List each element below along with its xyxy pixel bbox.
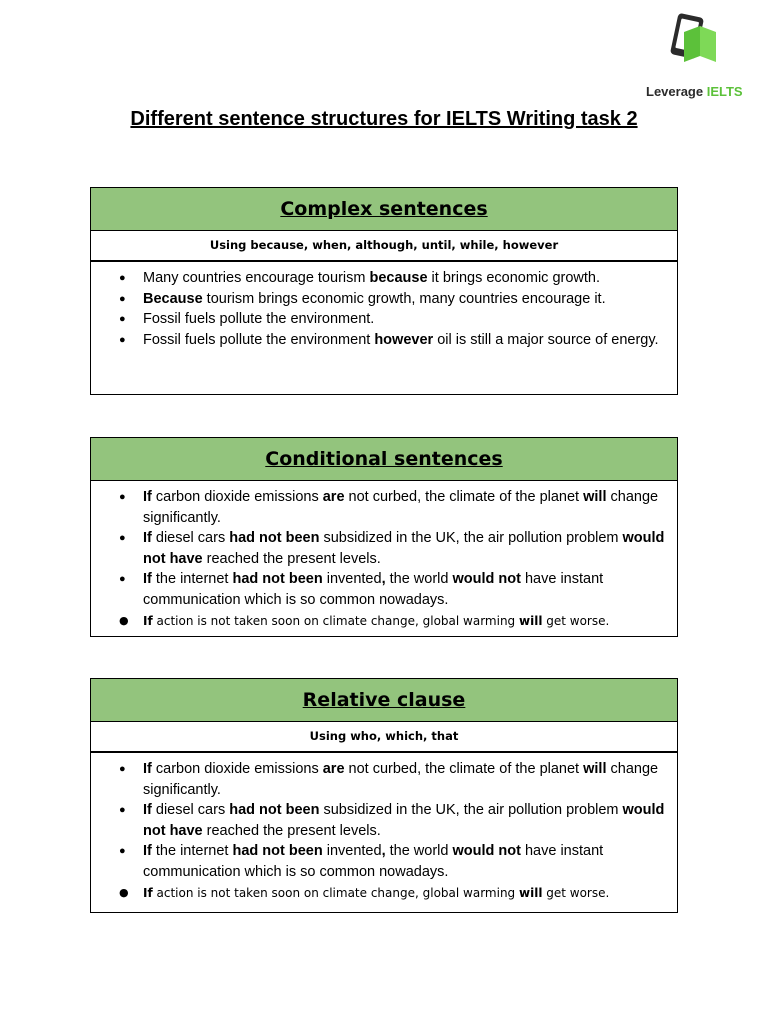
logo-word-ielts: IELTS: [706, 84, 743, 99]
section-complex-sentences: [90, 187, 678, 395]
section-body: [91, 753, 677, 904]
list-item: ● If carbon dioxide emissions are not curbed, the climate of the planet will change significantly.: [119, 487, 667, 528]
section-heading: Complex sentences: [91, 188, 677, 231]
section-conditional-sentences: [90, 437, 678, 637]
list-item: ● Fossil fuels pollute the environment however oil is still a major source of energy.: [119, 330, 667, 351]
brand-logo: [640, 12, 750, 99]
bullet-list: [119, 759, 667, 904]
logo-word-leverage: Leverage: [646, 84, 704, 99]
bullet-list: [119, 268, 667, 350]
section-subheading: Using who, which, that: [91, 722, 677, 753]
list-item: ● Fossil fuels pollute the environment.: [119, 309, 667, 330]
list-item: ● If action is not taken soon on climate change, global warming will get worse.: [119, 882, 667, 904]
page-title: Different sentence structures for IELTS Writing task 2: [130, 108, 638, 130]
list-item: ● Many countries encourage tourism because it brings economic growth.: [119, 268, 667, 289]
bullet-list: [119, 487, 667, 632]
list-item: ● If diesel cars had not been subsidized in the UK, the air pollution problem would not have reached the present levels.: [119, 800, 667, 841]
list-item: ● If action is not taken soon on climate change, global warming will get worse.: [119, 610, 667, 632]
section-heading: Relative clause: [91, 679, 677, 722]
section-body: [91, 481, 677, 632]
list-item: ● If carbon dioxide emissions are not curbed, the climate of the planet will change significantly.: [119, 759, 667, 800]
section-heading: Conditional sentences: [91, 438, 677, 481]
list-item: ● If the internet had not been invented, the world would not have instant communication which is so common nowadays.: [119, 569, 667, 610]
section-subheading: Using because, when, although, until, while, however: [91, 231, 677, 262]
list-item: ● Because tourism brings economic growth, many countries encourage it.: [119, 289, 667, 310]
list-item: ● If diesel cars had not been subsidized in the UK, the air pollution problem would not have reached the present levels.: [119, 528, 667, 569]
section-body: [91, 262, 677, 350]
section-relative-clause: [90, 678, 678, 913]
list-item: ● If the internet had not been invented, the world would not have instant communication which is so common nowadays.: [119, 841, 667, 882]
tablet-book-icon: [670, 12, 720, 68]
logo-wordmark: [646, 84, 743, 99]
